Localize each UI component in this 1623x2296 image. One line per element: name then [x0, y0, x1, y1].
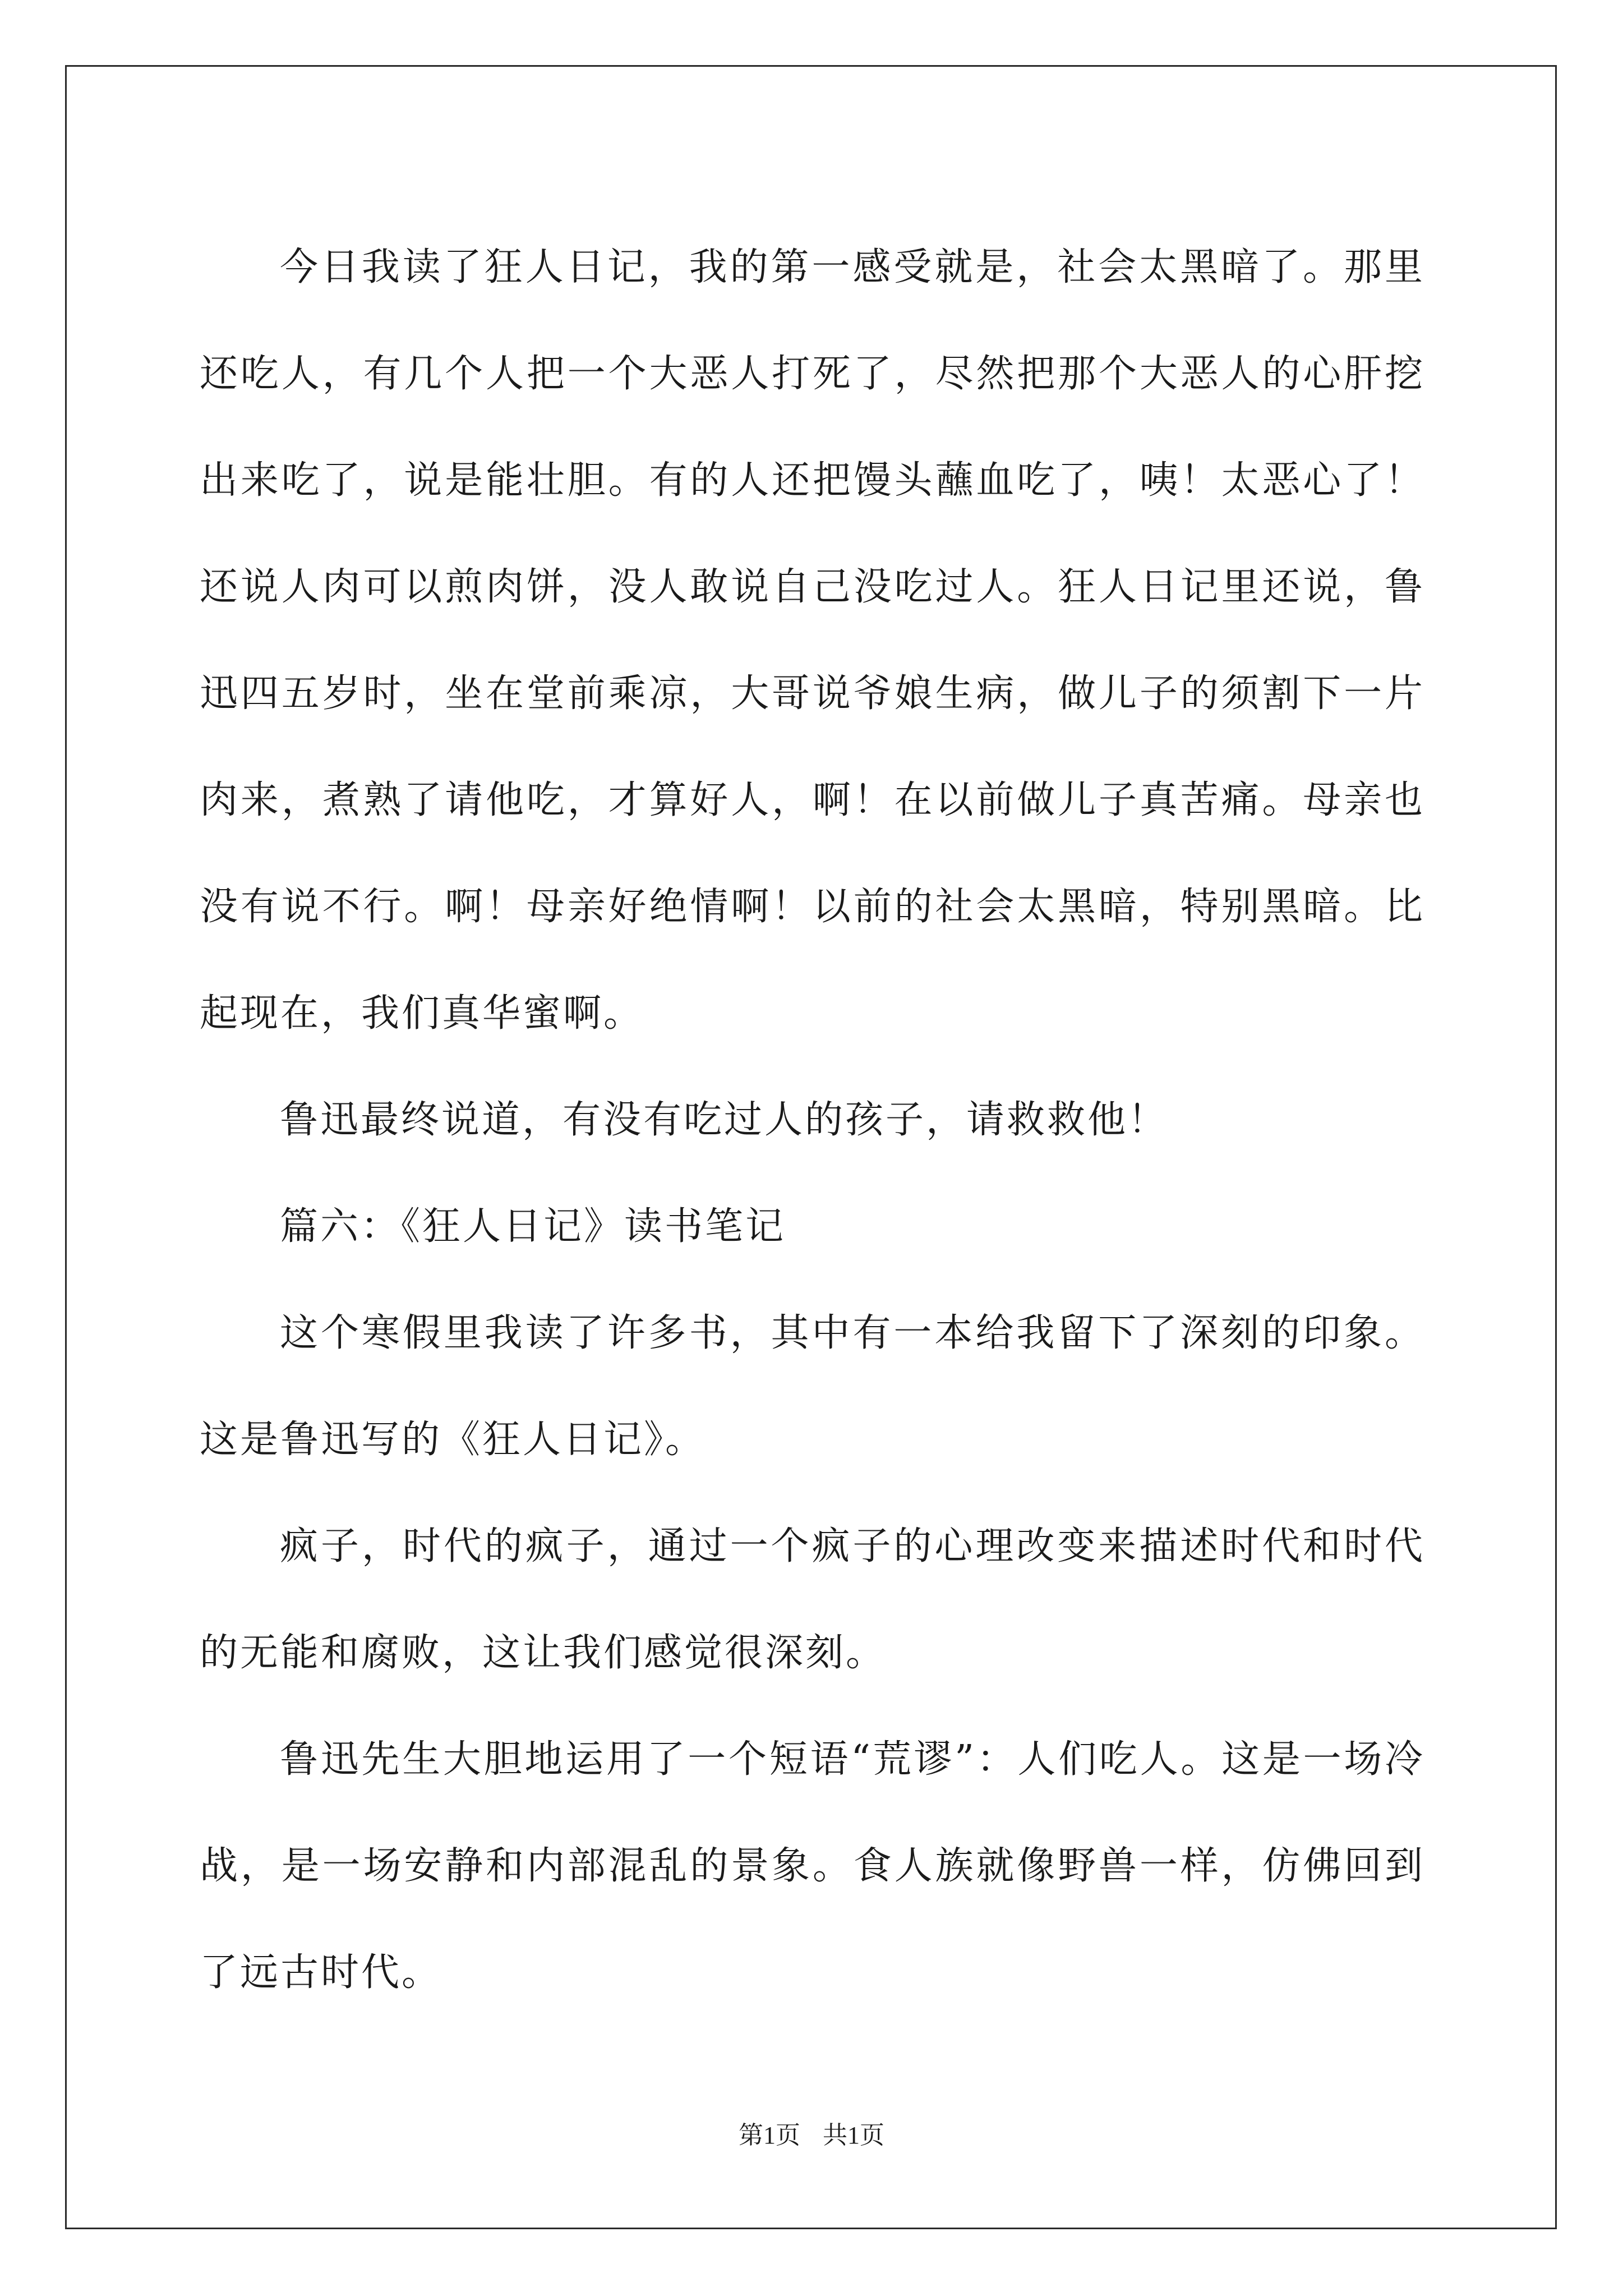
paragraph-5: 鲁迅先生大胆地运用了一个短语“荒谬”：人们吃人。这是一场冷战，是一场安静和内部混乱的景象。食人族就像野兽一样，仿佛回到了远古时代。: [200, 1737, 1425, 1995]
paragraph-2: 鲁迅最终说道，有没有吃过人的孩子，请救救他！: [280, 1098, 1169, 1142]
paragraph-1: 今日我读了狂人日记，我的第一感受就是，社会太黑暗了。那里还吃人，有几个人把一个大恶人打死了，尽然把那个大恶人的心肝挖出来吃了，说是能壮胆。有的人还把馒头蘸血吃了，咦！太恶心了！还说人肉可以煎肉饼，没人敢说自己没吃过人。狂人日记里还说，鲁迅四五岁时，坐在堂前乘凉，大哥说爷娘生病，做儿子的须割下一片肉来，煮熟了请他吃，才算好人，啊！在以前做儿子真苦痛。母亲也没有说不行。啊！母亲好绝情啊！以前的社会太黑暗，特别黑暗。比起现在，我们真华蜜啊。: [200, 245, 1425, 1036]
page-number-current: 第1页: [739, 2122, 800, 2149]
section-heading: 篇六：《狂人日记》读书笔记: [280, 1204, 786, 1249]
paragraph-3: 这个寒假里我读了许多书，其中有一本给我留下了深刻的印象。这是鲁迅写的《狂人日记》。: [200, 1311, 1425, 1462]
page-footer: [0, 2115, 1623, 2151]
document-body: [200, 214, 1425, 2026]
page-number-total: 共1页: [823, 2122, 884, 2149]
paragraph-4: 疯子，时代的疯子，通过一个疯子的心理改变来描述时代和时代的无能和腐败，这让我们感觉很深刻。: [200, 1524, 1425, 1675]
